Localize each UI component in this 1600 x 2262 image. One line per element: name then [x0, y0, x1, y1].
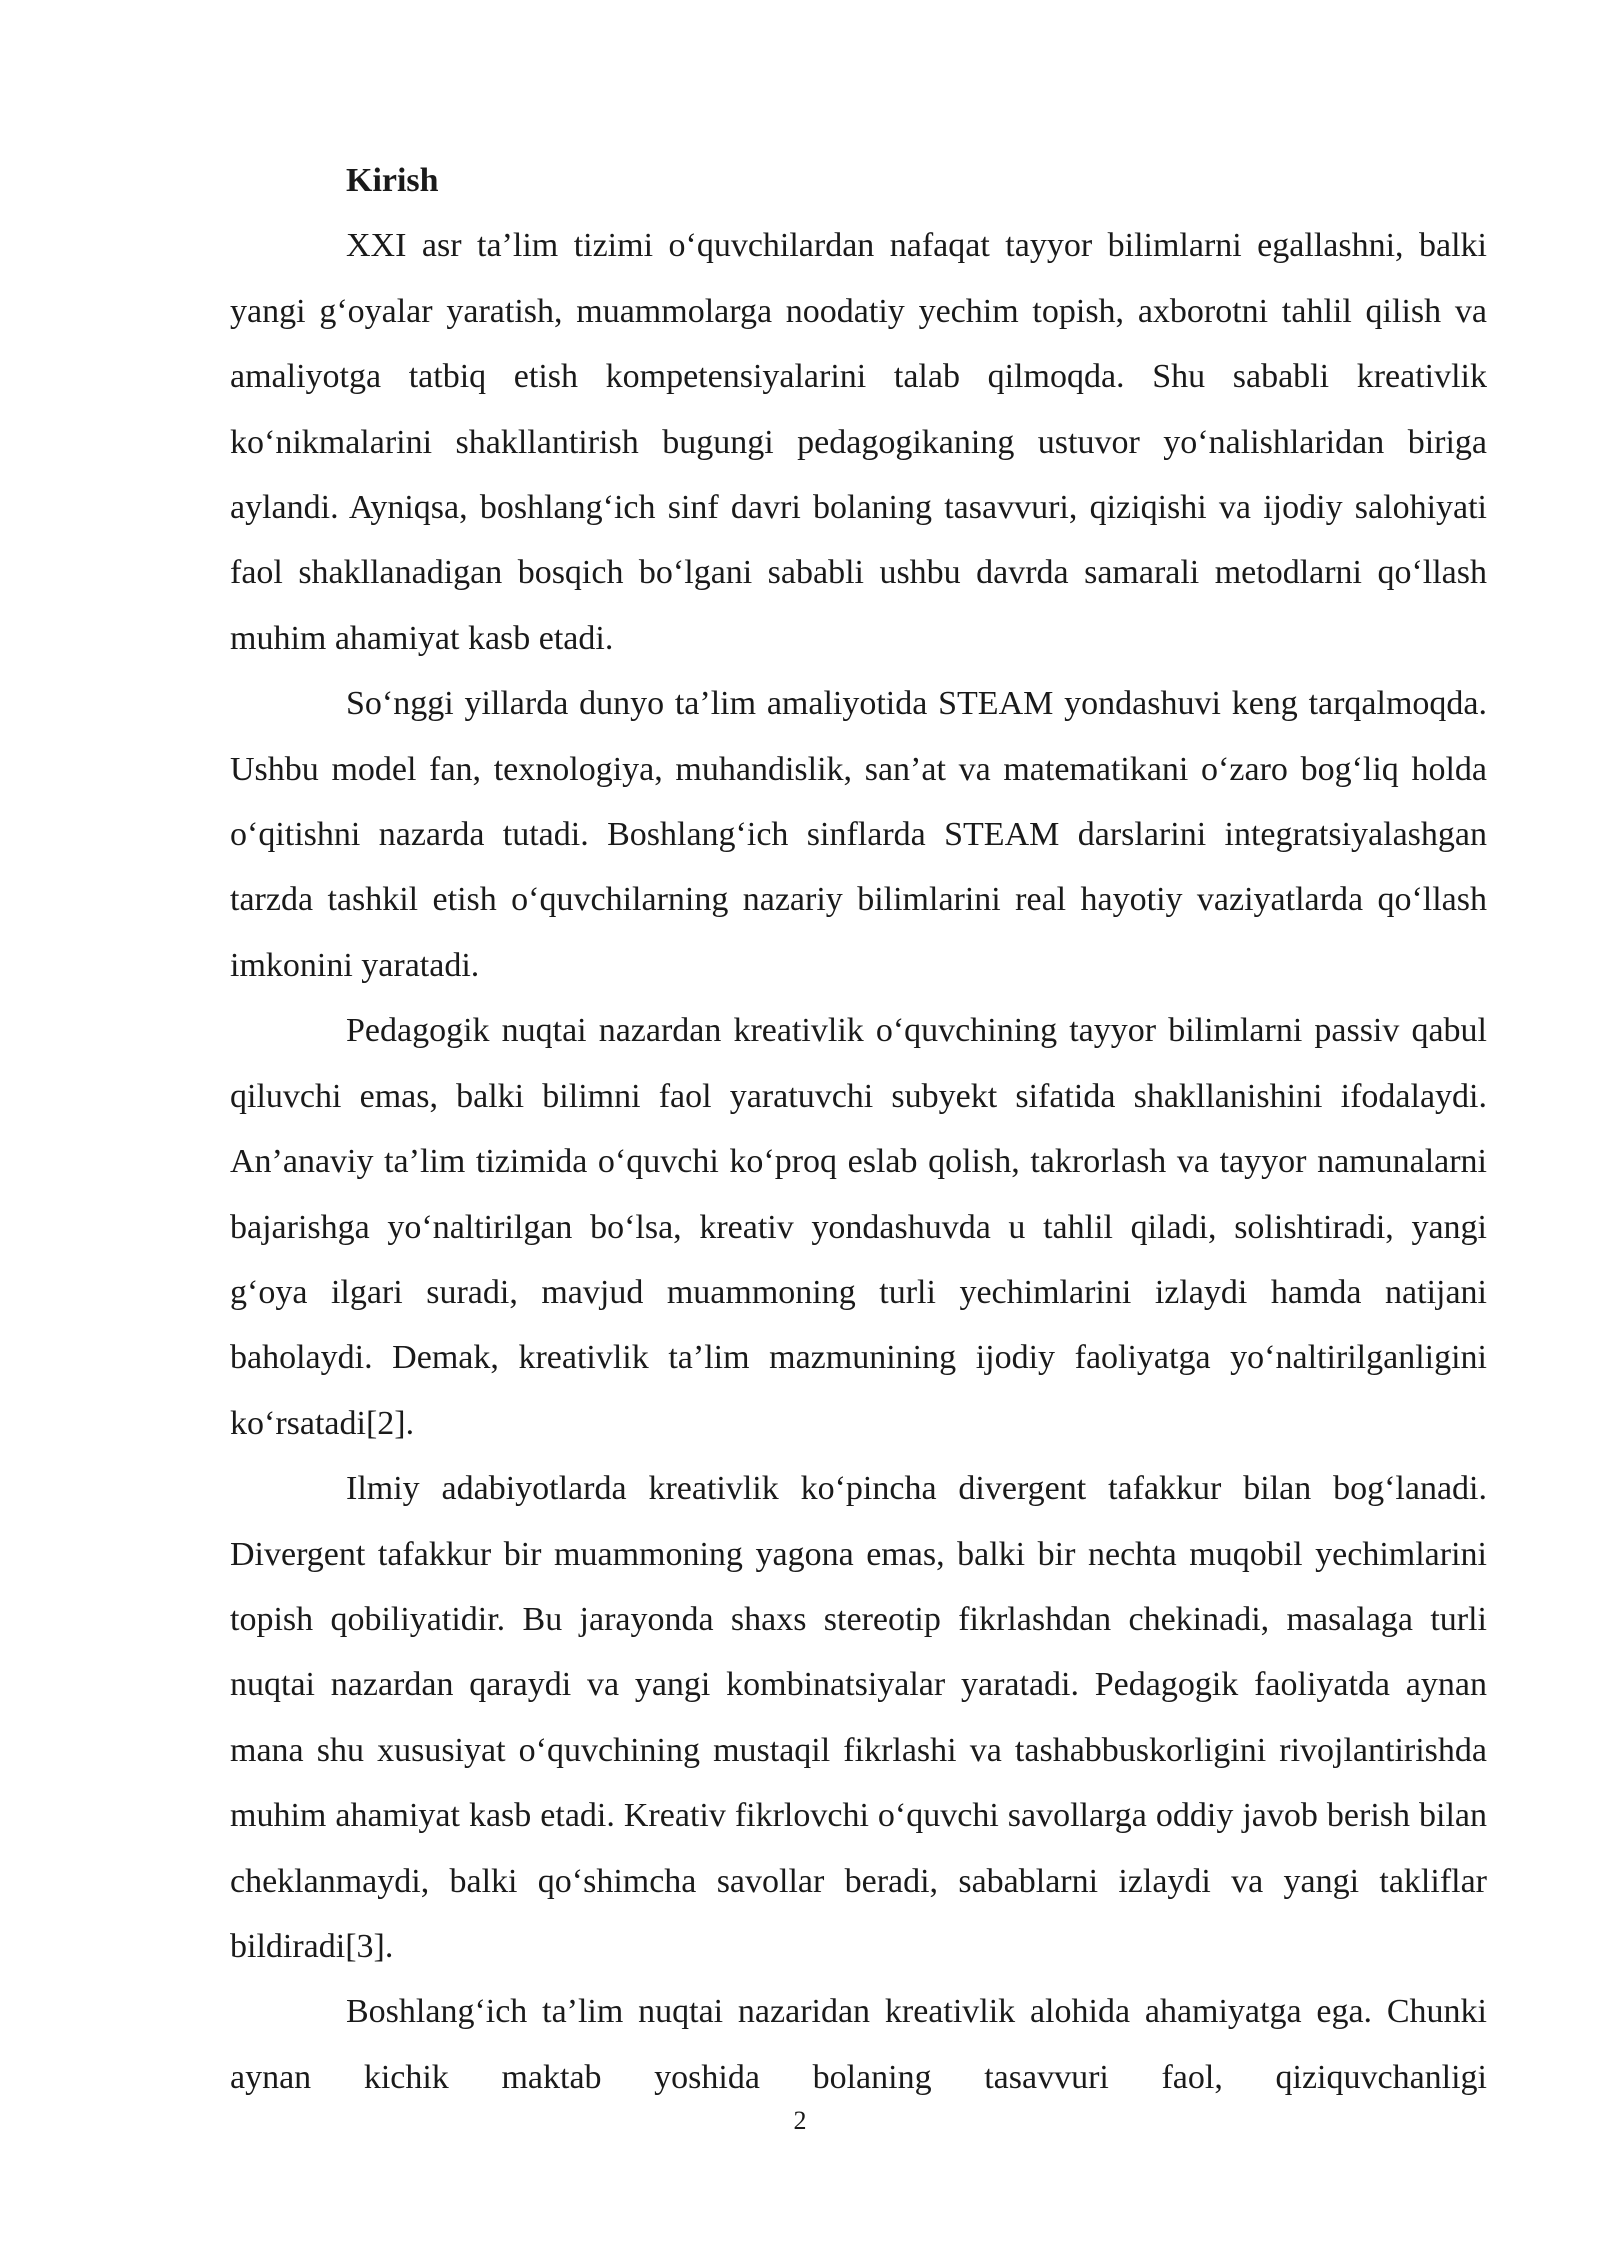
paragraph-pedagogical-view: Pedagogik nuqtai nazardan kreativlik o‘quvchining tayyor bilimlarni passiv qabul qiluvchi emas, balki bilimni faol yaratuvchi subyekt sifatida shakllanishini ifodalaydi. An’anaviy ta’lim tizimida o‘quvchi ko‘proq eslab qolish, takrorlash va tayyor namunalarni bajarishga yo‘naltirilgan bo‘lsa, kreativ yondashuvda u tahlil qiladi, solishtiradi, yangi g‘oya ilgari suradi, mavjud muammoning turli yechimlarini izlaydi hamda natijani baholaydi. Demak, kreativlik ta’lim mazmunining ijodiy faoliyatga yo‘naltirilganligini ko‘rsatadi[2]. — [230, 1012, 1487, 1442]
paragraph-primary-education: Boshlang‘ich ta’lim nuqtai nazaridan kreativlik alohida ahamiyatga ega. Chunki aynan kichik maktab yoshida bolaning tasavvuri faol, qiziquvchanligi — [230, 1993, 1487, 2096]
page-number: 2 — [793, 2106, 807, 2135]
page-content — [230, 148, 1487, 2110]
paragraph-intro: XXI asr ta’lim tizimi o‘quvchilardan nafaqat tayyor bilimlarni egallashni, balki yangi g‘oyalar yaratish, muammolarga noodatiy yechim topish, axborotni tahlil qilish va amaliyotga tatbiq etish kompetensiyalarini talab qilmoqda. Shu sababli kreativlik ko‘nikmalarini shakllantirish bugungi pedagogikaning ustuvor yo‘nalishlaridan biriga aylandi. Ayniqsa, boshlang‘ich sinf davri bolaning tasavvuri, qiziqishi va ijodiy salohiyati faol shakllanadigan bosqich bo‘lgani sababli ushbu davrda samarali metodlarni qo‘llash muhim ahamiyat kasb etadi. — [230, 227, 1487, 657]
paragraph-steam: So‘nggi yillarda dunyo ta’lim amaliyotida STEAM yondashuvi keng tarqalmoqda. Ushbu model fan, texnologiya, muhandislik, san’at va matematikani o‘zaro bog‘liq holda o‘qitishni nazarda tutadi. Boshlang‘ich sinflarda STEAM darslarini integratsiyalashgan tarzda tashkil etish o‘quvchilarning nazariy bilimlarini real hayotiy vaziyatlarda qo‘llash imkonini yaratadi. — [230, 685, 1487, 984]
paragraph-divergent-thinking: Ilmiy adabiyotlarda kreativlik ko‘pincha divergent tafakkur bilan bog‘lanadi. Divergent tafakkur bir muammoning yagona emas, balki bir nechta muqobil yechimlarini topish qobiliyatidir. Bu jarayonda shaxs stereotip fikrlashdan chekinadi, masalaga turli nuqtai nazardan qaraydi va yangi kombinatsiyalar yaratadi. Pedagogik faoliyatda aynan mana shu xususiyat o‘quvchining mustaqil fikrlashi va tashabbuskorligini rivojlantirishda muhim ahamiyat kasb etadi. Kreativ fikrlovchi o‘quvchi savollarga oddiy javob berish bilan cheklanmaydi, balki qo‘shimcha savollar beradi, sabablarni izlaydi va yangi takliflar bildiradi[3]. — [230, 1470, 1487, 1965]
section-heading: Kirish — [346, 162, 439, 199]
